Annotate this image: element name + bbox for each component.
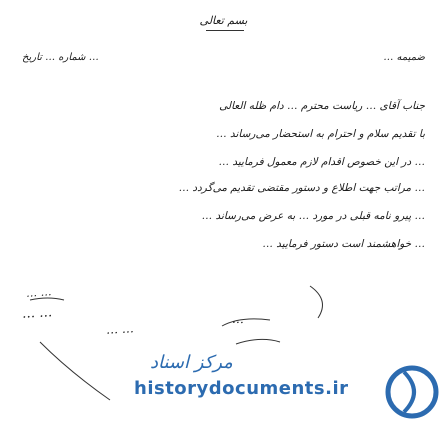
signature-right: …: [231, 311, 245, 327]
body-line: … مراتب جهت اطلاع و دستور مقتضی تقدیم می‌گردد …: [178, 182, 425, 194]
heading-underline: [206, 30, 244, 31]
letter-meta-right: ضمیمه …: [383, 52, 425, 63]
signature-stroke: [236, 339, 280, 344]
signature-left-line1: … …: [25, 285, 52, 300]
body-line: … در این خصوص اقدام لازم معمول فرمایید …: [218, 156, 425, 168]
letter-heading: بسم تعالی: [199, 14, 248, 27]
body-line: … خواهشمند است دستور فرمایید …: [262, 238, 425, 250]
letter-meta-left: شماره … تاریخ …: [22, 52, 99, 63]
signature-stroke: [222, 319, 270, 326]
signature-left-line3: … …: [105, 321, 135, 337]
body-line: … پیرو نامه قبلی در مورد … به عرض می‌رساند …: [201, 210, 425, 222]
signature-stroke: [40, 342, 110, 400]
body-line: جناب آقای … ریاست محترم … دام ظله العالی: [219, 100, 425, 112]
watermark-script: مرکز اسناد: [150, 352, 233, 373]
watermark-url: historydocuments.ir: [134, 378, 349, 399]
seal-swash: [404, 372, 414, 412]
body-line: با تقدیم سلام و احترام به استحضار می‌رساند …: [216, 128, 425, 140]
signature-left-line2: … …: [21, 305, 53, 322]
seal-circle: [388, 368, 436, 416]
signature-stroke: [310, 286, 323, 318]
